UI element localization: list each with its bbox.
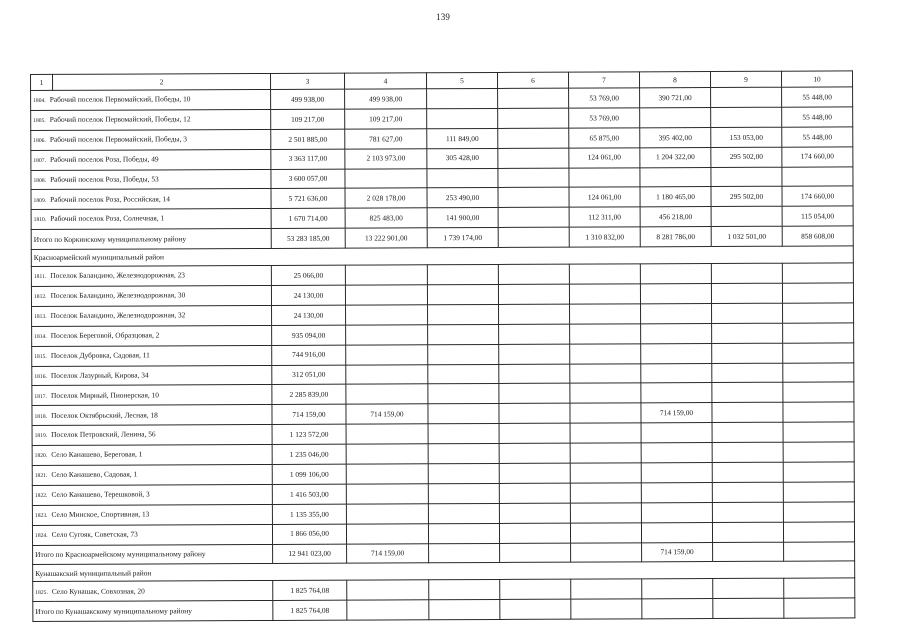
row-number: 1817.: [34, 393, 48, 400]
value-cell: [784, 578, 855, 598]
address-label: Поселок Баландино, Железнодорожная, 30: [50, 290, 186, 301]
value-cell: [712, 403, 783, 423]
total-label: Итого по Красноармейскому муниципальному району: [33, 544, 273, 565]
value-cell: [427, 265, 498, 285]
value-cell: [428, 444, 499, 464]
value-cell: [569, 264, 640, 284]
row-number: 1808.: [33, 177, 47, 184]
value-cell: [499, 483, 570, 503]
value-cell: [569, 167, 640, 187]
value-cell: [641, 502, 712, 522]
value-cell: [570, 383, 641, 403]
value-cell: [346, 504, 428, 524]
value-cell: 295 502,00: [711, 147, 782, 167]
value-cell: [499, 404, 570, 424]
value-cell: 65 875,00: [569, 128, 640, 148]
value-cell: [570, 403, 641, 423]
value-cell: [499, 503, 570, 523]
value-cell: [570, 443, 641, 463]
value-cell: 1 123 572,00: [272, 424, 346, 444]
value-cell: [783, 482, 854, 502]
value-cell: 12 941 023,00: [273, 544, 347, 564]
column-header: 10: [781, 71, 852, 87]
row-name-cell: [32, 425, 272, 446]
value-cell: [499, 344, 570, 364]
value-cell: [570, 423, 641, 443]
value-cell: [346, 384, 428, 404]
value-cell: [347, 580, 429, 600]
value-cell: [499, 463, 570, 483]
value-cell: 55 448,00: [782, 87, 853, 107]
value-cell: [783, 522, 854, 542]
value-cell: 744 916,00: [272, 345, 346, 365]
value-cell: 55 448,00: [782, 107, 853, 127]
value-cell: [711, 207, 782, 227]
row-name-cell: [31, 149, 271, 170]
value-cell: 1 825 764,08: [273, 600, 347, 620]
value-cell: 115 054,00: [782, 206, 853, 226]
row-number: 1804.: [33, 98, 46, 105]
row-number: 1809.: [33, 197, 47, 204]
row-name-cell: [32, 464, 272, 485]
row-name-cell: [32, 325, 272, 346]
total-row: [33, 598, 855, 621]
value-cell: 25 066,00: [271, 265, 345, 285]
value-cell: [498, 148, 569, 168]
value-cell: 174 660,00: [782, 186, 853, 206]
value-cell: [712, 383, 783, 403]
page-number: 139: [436, 12, 451, 22]
value-cell: [428, 503, 499, 523]
value-cell: [570, 324, 641, 344]
value-cell: [641, 303, 712, 323]
value-cell: [428, 364, 499, 384]
value-cell: [346, 364, 428, 384]
value-cell: 825 483,00: [345, 208, 427, 228]
value-cell: [498, 128, 569, 148]
value-cell: 5 721 636,00: [271, 189, 345, 209]
value-cell: [783, 362, 854, 382]
row-name-cell: [32, 385, 272, 406]
value-cell: [570, 304, 641, 324]
value-cell: [641, 343, 712, 363]
value-cell: 2 501 885,00: [271, 129, 345, 149]
value-cell: [428, 463, 499, 483]
value-cell: [782, 263, 853, 283]
value-cell: [642, 599, 713, 619]
value-cell: 109 217,00: [271, 109, 345, 129]
value-cell: 390 721,00: [640, 88, 711, 108]
value-cell: [641, 363, 712, 383]
row-number: 1811.: [33, 274, 47, 281]
value-cell: 714 159,00: [347, 543, 429, 563]
value-cell: [712, 303, 783, 323]
value-cell: [641, 443, 712, 463]
value-cell: 2 285 839,00: [272, 385, 346, 405]
value-cell: [711, 107, 782, 127]
value-cell: [500, 580, 571, 600]
row-name-cell: [32, 345, 272, 366]
row-number: 1815.: [34, 353, 47, 360]
value-cell: [498, 108, 569, 128]
value-cell: 13 222 901,00: [345, 228, 427, 248]
value-cell: [713, 579, 784, 599]
value-cell: 499 938,00: [345, 89, 427, 109]
address-label: Рабочий поселок Роза, Российская, 14: [50, 193, 170, 204]
value-cell: 456 218,00: [640, 207, 711, 227]
total-label: Итого по Кунашакскому муниципальному району: [33, 601, 273, 622]
address-label: Рабочий поселок Первомайский, Победы, 12: [49, 114, 191, 124]
row-name-cell: [32, 365, 272, 386]
row-number: 1824.: [35, 532, 48, 539]
value-cell: [428, 324, 499, 344]
value-cell: [428, 404, 499, 424]
value-cell: [711, 87, 782, 107]
row-name-cell: [32, 484, 272, 505]
row-number: 1822.: [34, 492, 48, 500]
value-cell: 305 428,00: [427, 148, 498, 168]
value-cell: 295 502,00: [711, 187, 782, 207]
value-cell: [498, 207, 569, 227]
value-cell: [429, 580, 500, 600]
address-label: Село Канашево, Терешковой, 3: [51, 489, 150, 499]
value-cell: [571, 579, 642, 599]
value-cell: 253 490,00: [427, 188, 498, 208]
value-cell: [499, 304, 570, 324]
value-cell: [640, 264, 711, 284]
value-cell: [346, 344, 428, 364]
column-header: 5: [426, 72, 497, 88]
address-label: Поселок Мирный, Пионерская, 10: [50, 390, 159, 400]
value-cell: [498, 188, 569, 208]
row-number: 1813.: [34, 313, 47, 321]
value-cell: 109 217,00: [345, 109, 427, 129]
address-label: Село Канашево, Береговая, 1: [51, 449, 143, 460]
value-cell: [712, 502, 783, 522]
value-cell: 935 094,00: [272, 325, 346, 345]
value-cell: [427, 88, 498, 108]
value-cell: 1 310 832,00: [569, 227, 640, 247]
value-cell: 1 099 106,00: [272, 464, 346, 484]
address-label: Село Сугояк, Советская, 73: [51, 529, 138, 539]
address-label: Рабочий поселок Роза, Победы, 53: [50, 174, 159, 184]
value-cell: [499, 423, 570, 443]
value-cell: 24 130,00: [271, 285, 345, 305]
value-cell: 1 739 174,00: [427, 228, 498, 248]
value-cell: [641, 423, 712, 443]
value-cell: [427, 168, 498, 188]
address-label: Село Кунашак, Совхозная, 20: [51, 586, 145, 596]
value-cell: [713, 542, 784, 562]
value-cell: 714 159,00: [641, 403, 712, 423]
value-cell: [345, 168, 427, 188]
value-cell: [783, 462, 854, 482]
value-cell: [570, 523, 641, 543]
row-name-cell: [31, 109, 271, 130]
value-cell: 153 053,00: [711, 127, 782, 147]
value-cell: [571, 599, 642, 619]
value-cell: [345, 265, 427, 285]
value-cell: [570, 463, 641, 483]
value-cell: [784, 598, 855, 618]
value-cell: [711, 167, 782, 187]
value-cell: 53 769,00: [569, 88, 640, 108]
value-cell: [783, 422, 854, 442]
value-cell: [346, 424, 428, 444]
value-cell: [569, 284, 640, 304]
value-cell: [784, 542, 855, 562]
value-cell: [428, 424, 499, 444]
row-name-cell: [32, 504, 272, 525]
value-cell: [783, 442, 854, 462]
row-name-cell: [32, 305, 272, 326]
value-cell: [641, 323, 712, 343]
value-cell: [346, 444, 428, 464]
value-cell: [428, 304, 499, 324]
row-name-cell: [31, 209, 271, 230]
column-header: 8: [639, 72, 710, 88]
row-number: 1821.: [34, 473, 48, 480]
value-cell: 53 769,00: [569, 108, 640, 128]
value-cell: [499, 384, 570, 404]
value-cell: 3 363 117,00: [271, 149, 345, 169]
row-number: 1812.: [33, 294, 47, 301]
value-cell: 1 235 046,00: [272, 444, 346, 464]
value-cell: [345, 285, 427, 305]
value-cell: [712, 522, 783, 542]
value-cell: 714 159,00: [272, 404, 346, 424]
section-title: Кунашакский муниципальный район: [33, 561, 855, 582]
address-label: Село Минское, Спортивная, 13: [51, 509, 150, 519]
value-cell: [428, 483, 499, 503]
value-cell: [640, 167, 711, 187]
value-cell: 781 627,00: [345, 129, 427, 149]
value-cell: 499 938,00: [271, 89, 345, 109]
column-header: 9: [710, 71, 781, 87]
value-cell: [500, 600, 571, 620]
value-cell: [641, 482, 712, 502]
row-name-cell: [31, 266, 271, 287]
value-cell: [782, 283, 853, 303]
value-cell: 24 130,00: [272, 305, 346, 325]
address-label: Рабочий поселок Первомайский, Победы, 10: [49, 94, 191, 105]
column-header: 7: [568, 72, 639, 88]
value-cell: [712, 482, 783, 502]
value-cell: 3 600 057,00: [271, 169, 345, 189]
table-body: [31, 71, 855, 622]
value-cell: 124 061,00: [569, 187, 640, 207]
address-label: Поселок Дубровка, Садовая, 11: [50, 350, 150, 360]
value-cell: [640, 107, 711, 127]
value-cell: [499, 324, 570, 344]
value-cell: [498, 284, 569, 304]
value-cell: [428, 344, 499, 364]
value-cell: [783, 343, 854, 363]
value-cell: [570, 344, 641, 364]
row-number: 1820.: [34, 453, 48, 460]
row-name-cell: [32, 524, 272, 545]
value-cell: 1 204 322,00: [640, 147, 711, 167]
value-cell: 111 849,00: [427, 128, 498, 148]
value-cell: [571, 542, 642, 562]
value-cell: [346, 464, 428, 484]
value-cell: 312 051,00: [272, 365, 346, 385]
value-cell: [782, 166, 853, 186]
value-cell: [783, 382, 854, 402]
address-label: Поселок Баландино, Железнодорожная, 32: [50, 310, 186, 320]
value-cell: [347, 600, 429, 620]
value-cell: [712, 323, 783, 343]
row-name-cell: [31, 129, 271, 150]
value-cell: [641, 463, 712, 483]
value-cell: [641, 522, 712, 542]
total-label: Итого по Коркинскому муниципальному району: [31, 229, 271, 250]
value-cell: [498, 168, 569, 188]
row-number: 1818.: [34, 413, 48, 420]
value-cell: [498, 227, 569, 247]
value-cell: 2 028 178,00: [345, 188, 427, 208]
address-label: Поселок Октябрьский, Лесная, 18: [51, 409, 158, 420]
value-cell: [712, 363, 783, 383]
value-cell: 1 032 501,00: [711, 226, 782, 246]
value-cell: [498, 88, 569, 108]
value-cell: [346, 484, 428, 504]
value-cell: [429, 543, 500, 563]
value-cell: 858 608,00: [782, 226, 853, 246]
value-cell: 1 825 764,08: [273, 581, 347, 601]
column-header: 3: [270, 73, 344, 89]
value-cell: [346, 325, 428, 345]
row-number: 1819.: [34, 433, 48, 440]
value-cell: [783, 303, 854, 323]
row-number: 1823.: [34, 512, 48, 519]
value-cell: [427, 284, 498, 304]
row-name-cell: [31, 189, 271, 210]
value-cell: [499, 443, 570, 463]
value-cell: 141 900,00: [427, 208, 498, 228]
value-cell: [346, 523, 428, 543]
address-label: Поселок Береговой, Образцовая, 2: [50, 330, 160, 340]
column-header: 4: [344, 73, 426, 89]
value-cell: [712, 343, 783, 363]
value-cell: [427, 108, 498, 128]
value-cell: 1 416 503,00: [272, 484, 346, 504]
value-cell: [499, 523, 570, 543]
row-name-cell: [31, 285, 271, 306]
value-cell: [712, 442, 783, 462]
value-cell: [570, 483, 641, 503]
row-number: 1805.: [33, 117, 46, 125]
value-cell: 1 180 465,00: [640, 187, 711, 207]
value-cell: [712, 462, 783, 482]
data-table: [30, 70, 855, 622]
row-number: 1806.: [33, 137, 46, 144]
row-name-cell: [31, 89, 271, 110]
value-cell: 1 670 714,00: [271, 208, 345, 228]
column-header: 1: [31, 74, 53, 90]
value-cell: [500, 543, 571, 563]
address-label: Рабочий поселок Роза, Победы, 49: [49, 154, 159, 164]
row-number: 1816.: [34, 373, 47, 380]
value-cell: 174 660,00: [782, 147, 853, 167]
value-cell: 8 281 786,00: [640, 227, 711, 247]
value-cell: [783, 502, 854, 522]
value-cell: 112 311,00: [569, 207, 640, 227]
row-number: 1807.: [33, 157, 46, 164]
value-cell: [711, 283, 782, 303]
value-cell: [712, 422, 783, 442]
section-title: Красноармейский муниципальный район: [31, 246, 853, 267]
address-label: Рабочий поселок Первомайский, Победы, 3: [49, 134, 187, 144]
address-label: Рабочий поселок Роза, Солнечная, 1: [50, 213, 165, 224]
address-label: Поселок Петровский, Ленина, 56: [51, 429, 156, 440]
value-cell: [429, 600, 500, 620]
value-cell: [711, 263, 782, 283]
row-number: 1814.: [34, 333, 47, 340]
value-cell: 714 159,00: [346, 404, 428, 424]
column-header: 6: [497, 72, 568, 88]
value-cell: [783, 323, 854, 343]
value-cell: [570, 503, 641, 523]
column-header: 2: [53, 73, 271, 90]
value-cell: 1 866 056,00: [272, 524, 346, 544]
value-cell: 124 061,00: [569, 148, 640, 168]
value-cell: [641, 383, 712, 403]
value-cell: [428, 523, 499, 543]
row-name-cell: [32, 445, 272, 466]
value-cell: 55 448,00: [782, 127, 853, 147]
value-cell: [713, 599, 784, 619]
value-cell: 1 135 355,00: [272, 504, 346, 524]
value-cell: [428, 384, 499, 404]
value-cell: 2 103 973,00: [345, 148, 427, 168]
value-cell: [642, 579, 713, 599]
value-cell: [640, 284, 711, 304]
value-cell: [783, 402, 854, 422]
row-name-cell: [31, 169, 271, 190]
value-cell: 53 283 185,00: [271, 228, 345, 248]
row-number: 1825.: [35, 589, 48, 596]
row-number: 1810.: [33, 217, 47, 224]
address-label: Поселок Баландино, Железнодорожная, 23: [50, 270, 185, 281]
address-label: Поселок Лазурный, Кирова, 34: [50, 370, 149, 380]
value-cell: [499, 364, 570, 384]
row-name-cell: [33, 581, 273, 602]
value-cell: 714 159,00: [642, 542, 713, 562]
value-cell: [346, 305, 428, 325]
address-label: Село Канашево, Садовая, 1: [51, 469, 138, 480]
value-cell: [498, 264, 569, 284]
value-cell: [570, 363, 641, 383]
row-name-cell: [32, 405, 272, 426]
value-cell: 395 402,00: [640, 127, 711, 147]
